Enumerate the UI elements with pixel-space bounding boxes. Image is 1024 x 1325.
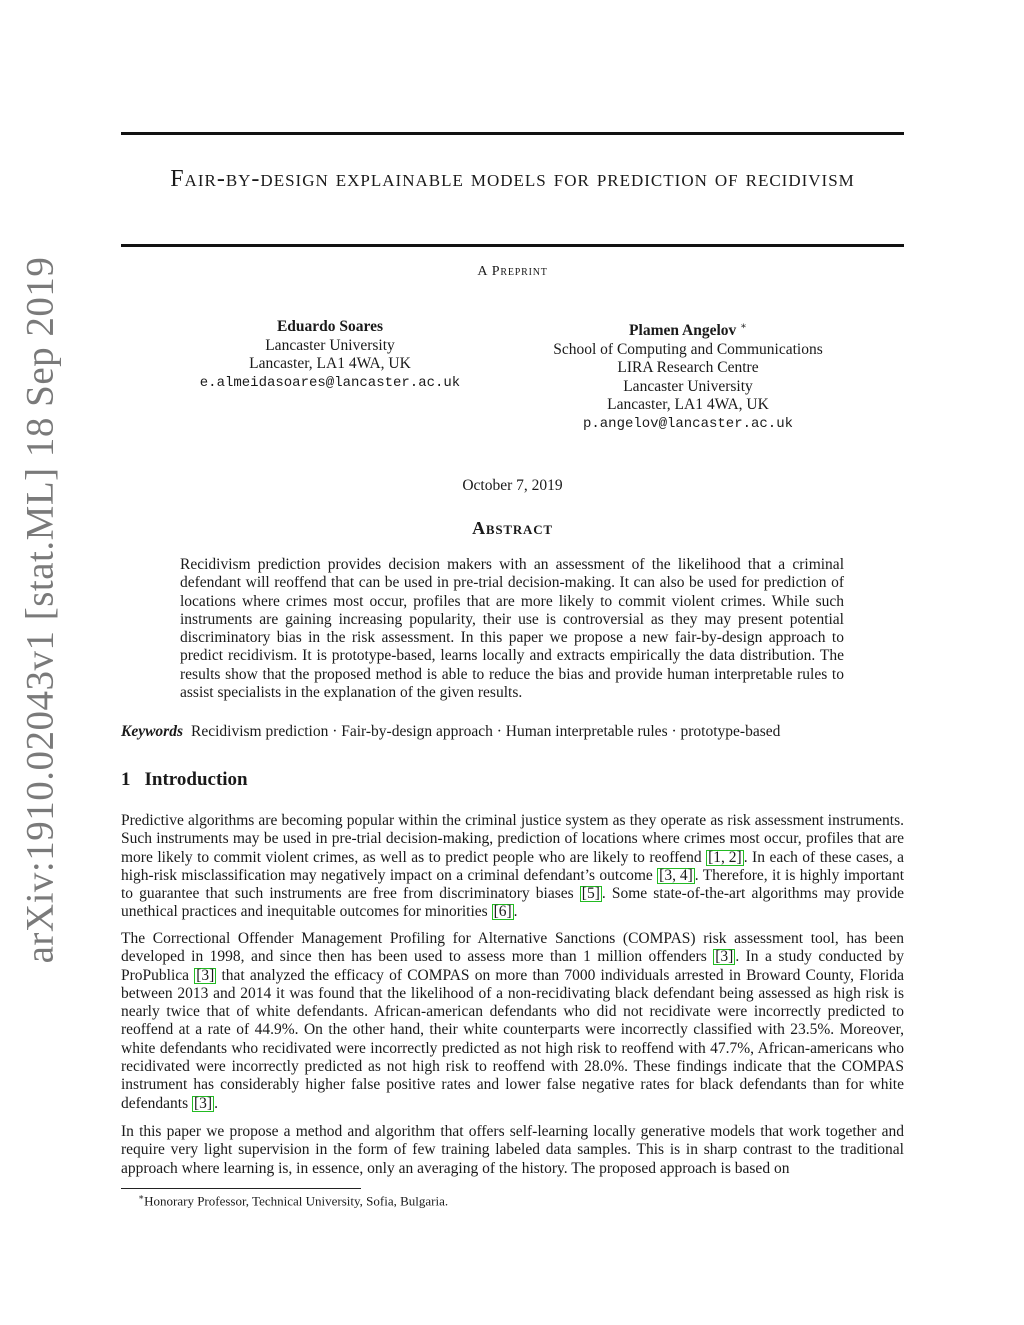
author-block-1 bbox=[150, 318, 510, 392]
footnote-mark[interactable]: ∗ bbox=[740, 321, 747, 332]
citation-link[interactable]: [5] bbox=[581, 885, 600, 903]
keywords-line bbox=[121, 723, 904, 741]
intro-paragraph-2 bbox=[121, 930, 904, 1113]
author-affiliation: Lancaster University bbox=[623, 377, 753, 395]
section-title: Introduction bbox=[144, 769, 248, 790]
author-block-2 bbox=[508, 318, 868, 433]
paper-title: Fair-by-design explainable models for prediction of recidivism bbox=[170, 166, 855, 192]
intro-paragraph-3: In this paper we propose a method and algorithm that offers self-learning locally generative models that work together and require very light supervision in the form of few training labeled data samples. This is in sharp contrast to the traditional approach where learning is, in essence, only an averaging of the history. The proposed approach is based on bbox=[121, 1123, 904, 1177]
title-rule-top bbox=[121, 132, 904, 135]
arxiv-identifier[interactable]: arXiv:1910.02043v1 [stat.ML] 18 Sep 2019 bbox=[18, 256, 62, 964]
section-heading bbox=[121, 769, 248, 791]
citation-link[interactable]: [3] bbox=[715, 948, 734, 966]
author-affiliation: School of Computing and Communications bbox=[553, 340, 823, 358]
citation-link[interactable]: [1, 2] bbox=[708, 848, 742, 866]
section-number: 1 bbox=[121, 769, 131, 790]
paragraph-text: . In each of these cases, a high-risk misclassification may negatively impact on a criminal defendant’s outcome bbox=[121, 848, 904, 884]
citation-link[interactable]: [6] bbox=[493, 903, 512, 921]
author-affiliation: LIRA Research Centre bbox=[617, 359, 759, 377]
paragraph-text: . bbox=[214, 1094, 218, 1112]
citation-link[interactable]: [3] bbox=[196, 966, 215, 984]
keywords-label: Keywords bbox=[121, 723, 183, 740]
footnote-mark: ∗ bbox=[138, 1192, 145, 1202]
footnote bbox=[138, 1192, 448, 1209]
paragraph-text: The Correctional Offender Management Profiling for Alternative Sanctions (COMPAS) risk assessment tool, has been developed in 1998, and since then has been used to assess more than 1 million offenders bbox=[121, 930, 904, 966]
author-name: Eduardo Soares bbox=[276, 318, 384, 335]
citation-link[interactable]: [3, 4] bbox=[659, 866, 693, 884]
preprint-label: A Preprint bbox=[477, 264, 548, 279]
abstract-heading: Abstract bbox=[472, 518, 553, 538]
author-name: Plamen Angelov ∗ bbox=[629, 321, 747, 340]
footnote-rule bbox=[121, 1188, 361, 1189]
abstract-text: Recidivism prediction provides decision makers with an assessment of the likelihood that a criminal defendant will reoffend that can be used in pre-trial decision-making. It can also be used for prediction of locations where crimes most occur, profiles that are more likely to commit violent crimes. While such instruments are gaining increasing popularity, their use is controversial as they may present potential discriminatory bias in the risk assessment. In this paper we propose a new fair-by-design approach to predict recidivism. It is prototype-based, learns locally and extracts empirically the data distribution. The results show that the proposed method is able to reduce the bias and provide human interpretable rules to assist specialists in the explanation of the given results. bbox=[180, 556, 844, 702]
author-affiliation: Lancaster, LA1 4WA, UK bbox=[249, 355, 411, 372]
author-affiliation: Lancaster, LA1 4WA, UK bbox=[607, 396, 769, 414]
footnote-text: Honorary Professor, Technical University, Sofia, Bulgaria. bbox=[144, 1193, 449, 1209]
paragraph-text: . bbox=[513, 903, 518, 921]
paper-date: October 7, 2019 bbox=[462, 477, 563, 494]
paragraph-text: . Therefore, it is highly important to guarantee that such instruments are free from discriminatory biases bbox=[121, 866, 904, 903]
intro-paragraph-1 bbox=[121, 812, 904, 922]
paragraph-text: . In a study conducted by ProPublica bbox=[121, 948, 904, 984]
paragraph-text: . Some state-of-the-art algorithms may provide unethical practices and inequitable outcomes for minorities bbox=[121, 885, 904, 921]
author-affiliation: Lancaster University bbox=[265, 336, 395, 354]
author-email[interactable]: e.almeidasoares@lancaster.ac.uk bbox=[199, 374, 461, 391]
title-rule-bottom bbox=[121, 244, 904, 247]
citation-link[interactable]: [3] bbox=[194, 1094, 213, 1112]
paragraph-text: that analyzed the efficacy of COMPAS on more than 7000 individuals arrested in Broward County, Florida between 2013 and 2014 it was found that the likelihood of a non-recidivating black defendant being assessed as high risk is nearly twice that of white defendants. African-american defendants who did not recidivate were incorrectly predicted to reoffend at a rate of 44.9%. On the other hand, their white counterparts were incorrectly classified with 23.5%. Moreover, white defendants who recidivated were incorrectly predicted as not high risk to reoffend with 47.7%, African-americans who recidivated were incorrectly predicted as not high risk to reoffend with 28.0%. These findings indicate that the COMPAS instrument has considerably higher false positive rates and lower false negative rates for black defendants than for white defendants bbox=[121, 966, 904, 1112]
paragraph-text: Predictive algorithms are becoming popular within the criminal justice system as they operate as risk assessment instruments. Such instruments may be used in pre-trial decision-making, prediction of locations where crimes most occur, profiles that are more likely to commit violent crimes, as well as to predict people who are likely to reoffend bbox=[121, 812, 904, 866]
keywords-text: Recidivism prediction · Fair-by-design approach · Human interpretable rules · prototype-based bbox=[191, 723, 781, 740]
author-email[interactable]: p.angelov@lancaster.ac.uk bbox=[582, 415, 794, 432]
